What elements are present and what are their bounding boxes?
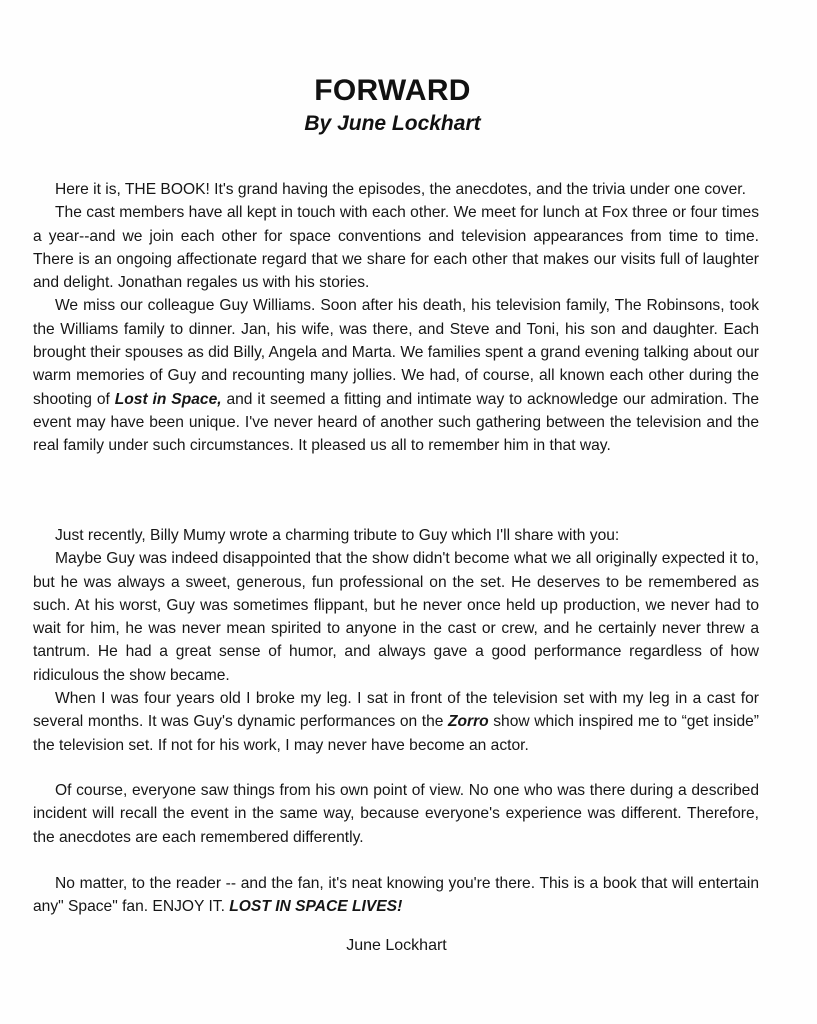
paragraph-point-of-view: Of course, everyone saw things from his own point of view. No one who was there during a described incident will recall the event in the same way, because everyone's experience was different. Therefore, the anecdotes are each remembered differently. <box>33 782 759 846</box>
text-block-4 <box>33 872 759 919</box>
text-block-2 <box>33 524 759 757</box>
paragraph-guy-williams-text-b: and it seemed a fitting and intimate way to acknowledge our admiration. The event may have been unique. I've never heard of another such gathering between the television and the real family under such circumstances. It pleased us all to remember him in that way. <box>33 390 759 455</box>
paragraph-broken-leg-text-a: When I was four years old I broke my leg. I sat in front of the television set with my leg in a cast for several months. It was Guy's dynamic performances on the <box>33 690 759 731</box>
page-title: FORWARD <box>314 74 471 107</box>
paragraph-broken-leg <box>33 687 759 757</box>
paragraph-cast: The cast members have all kept in touch with each other. We meet for lunch at Fox three or four times a year--and we join each other for space conventions and television appearances from time to time. There is an ongoing affectionate regard that we share for each other that makes our visits full of laughter and delight. Jonathan regales us with his stories. <box>33 204 759 292</box>
paragraph-intro: Here it is, THE BOOK! It's grand having the episodes, the anecdotes, and the trivia under one cover. <box>55 181 746 198</box>
text-block-1 <box>33 178 759 458</box>
paragraph-closing-text: No matter, to the reader -- and the fan, it's neat knowing you're there. This is a book that will entertain any" Space" fan. ENJOY IT. <box>33 875 759 916</box>
paragraph-tribute-intro: Just recently, Billy Mumy wrote a charming tribute to Guy which I'll share with you: <box>55 527 620 544</box>
paragraph-tribute-quote: Maybe Guy was indeed disappointed that the show didn't become what we all originally expected it to, but he was always a sweet, generous, fun professional on the set. He deserves to be remembered as such. At his worst, Guy was sometimes flippant, but he never once held up production, we never had to wait for him, he was never mean spirited to anyone in the cast or crew, and he certainly never threw a tantrum. He had a great sense of humor, and always gave a good performance regardless of how ridiculous the show became. <box>33 550 759 684</box>
lost-in-space-lives-emphasis: LOST IN SPACE LIVES! <box>229 898 403 916</box>
zorro-emphasis: Zorro <box>447 713 489 731</box>
author-byline: By June Lockhart <box>304 112 481 135</box>
show-title-emphasis: Lost in Space, <box>114 390 222 408</box>
paragraph-broken-leg-text-b: show which inspired me to “get inside” the television set. If not for his work, I may never have become an actor. <box>33 713 759 754</box>
paragraph-guy-williams <box>33 294 759 457</box>
paragraph-closing <box>33 872 759 919</box>
text-block-3 <box>33 779 759 849</box>
signature: June Lockhart <box>346 937 447 954</box>
paragraph-guy-williams-text-a: We miss our colleague Guy Williams. Soon after his death, his television family, The Robinsons, took the Williams family to dinner. Jan, his wife, was there, and Steve and Toni, his son and daughter. Each brought their spouses as did Billy, Angela and Marta. We families spent a grand evening talking about our warm memories of Guy and recounting many jollies. We had, of course, all known each other during the shooting of <box>33 297 759 408</box>
